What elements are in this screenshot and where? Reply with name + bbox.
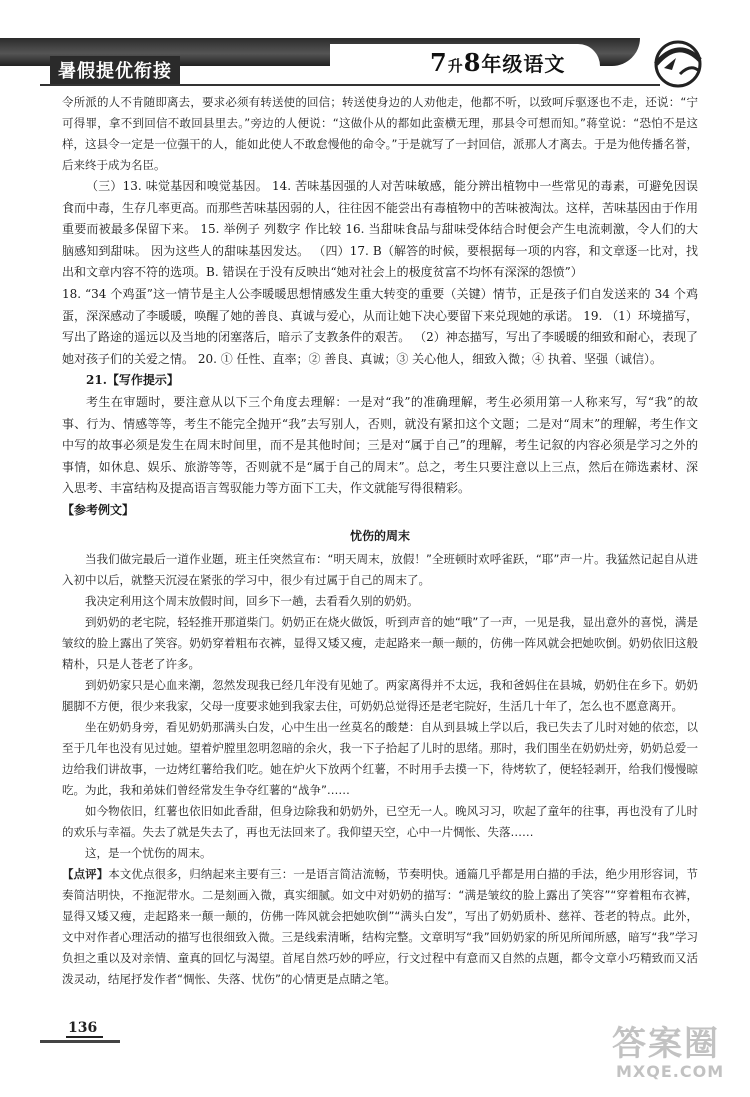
grade-subject-title: 7升8年级语文 (430, 48, 566, 77)
series-brand: 暑假提优衔接 (50, 56, 180, 84)
page-header (0, 0, 750, 92)
watermark (600, 1010, 740, 1090)
essay-paragraph: 如今物依旧，红薯也依旧如此香甜，但身边除我和奶奶外，已空无一人。晚风习习，吹起了童年的往事，再也没有了儿时的欢乐与幸福。失去了就是失去了，再也无法回来了。我仰望天空，心中一片惆怅、失落…… (62, 803, 698, 839)
essay-title: 忧伤的周末 (349, 528, 410, 543)
translation-paragraph: 令所派的人不肯随即离去，要求必须有转送使的回信；转送使身边的人劝他走，他都不听，以致呵斥驱逐也不走，还说：“宁可得罪，拿不到回信不敢回县里去。”旁边的人便说：“这做仆从的都如此蛮横无理，那县令可想而知。”蒋堂说：“恐怕不是这样，这县令一定是一位强干的人，能如此使人不敢怠慢他的命令。”于是就写了一封回信，派那人才离去。于是为他传播名誉，后来终于成为名臣。 (62, 95, 698, 172)
essay-paragraph: 这，是一个忧伤的周末。 (85, 845, 212, 860)
essay-paragraph: 到奶奶的老宅院，轻轻推开那道柴门。奶奶正在烧火做饭，听到声音的她“哦”了一声，一见是我，显出意外的喜悦，满是皱纹的脸上露出了笑容。奶奶穿着粗布衣裤，显得又矮又瘦，走起路来一颠一颠的，仿佛一阵风就会把她吹倒。奶奶依旧这般精朴，只是人苍老了许多。 (62, 614, 698, 671)
series-logo-icon (646, 34, 706, 90)
essay-paragraph: 到奶奶家只是心血来潮，忽然发现我已经几年没有见她了。两家离得并不太远，我和爸妈住在县城，奶奶住在乡下。奶奶腿脚不方便，很少来我家，父母一度要求她到我家去住，可奶奶总觉得还是老宅院好，生活几十年了，怎么也不愿意离开。 (62, 677, 698, 713)
watermark-text: 答案圈 (612, 1024, 720, 1064)
essay-paragraph: 坐在奶奶身旁，看见奶奶那满头白发，心中生出一丝莫名的酸楚：自从到县城上学以后，我已失去了儿时对她的依恋，以至于几年也没有见过她。望着炉膛里忽明忽暗的余火，我一下子拾起了儿时的思绪。那时，我们围坐在奶奶灶旁，奶奶总爱一边给我们讲故事，一边烤红薯给我们吃。她在炉火下放两个红薯，不时用手去摸一下，待烤软了，便轻轻剥开，给我们慢慢晾吃。为此，我和弟妹们曾经常发生争夺红薯的“战争”…… (62, 719, 698, 797)
answer-content (62, 92, 698, 990)
essay-paragraph: 我决定利用这个周末放假时间，回乡下一趟，去看看久别的奶奶。 (85, 593, 419, 608)
answers-18-20: 18. “34 个鸡蛋”这一情节是主人公李暖暖思想情感发生重大转变的重要（关键）情节，正是孩子们自发送来的 34 个鸡蛋，深深感动了李暖暖，唤醒了她的善良、真诚与爱心，从而让她下决心要留下来兑现她的承诺。 19. （1）环境描写，写出了路途的遥远以及当地的闭塞落后，暗示了支教条件的艰苦。 （2）神态描写，写出了李暖暖的细致和耐心，表现了她对孩子们的关爱之情。 20. ① 任性、直率；② 善良、真诚；③ 关心他人，细致入微；④ 执着、坚强（诚信）。 (62, 286, 698, 366)
comment-label: 【点评】 (62, 866, 109, 881)
header-rule (40, 84, 660, 86)
writing-tips-label: 21.【写作提示】 (86, 373, 179, 388)
comment-body: 本文优点很多，归纳起来主要有三：一是语言简洁流畅，节奏明快。通篇几乎都是用白描的手法，绝少用形容词，节奏简洁明快，不拖泥带水。二是刻画入微，真实细腻。如文中对奶奶的描写：“满是皱纹的脸上露出了笑容”“穿着粗布衣裤，显得又矮又瘦，走起路来一颠一颠的，仿佛一阵风就会把她吹倒”“满头白发”，写出了奶奶质朴、慈祥、苍老的特点。此外，文中对作者心理活动的描写也很细致入微。三是线索清晰，结构完整。文章明写“我”回奶奶家的所见所闻所感，暗写“我”学习负担之重以及对亲情、童真的回忆与渴望。首尾自然巧妙的呼应，行文过程中有意而又自然的点题，都令文章小巧精致而又活泼灵动，结尾抒发作者“惆怅、失落、忧伤”的心情更是点睛之笔。 (62, 866, 699, 986)
writing-tips-body: 考生在审题时，要注意从以下三个角度去理解：一是对“我”的准确理解，考生必须用第一人称来写，写“我”的故事、行为、情感等等，考生不能完全抛开“我”去写别人，否则，就没有紧扣这个文题；二是对“周末”的理解，考生作文中写的故事必须是发生在周末时间里，而不是其他时间；三是对“属于自己”的理解，考生记叙的内容必须是学习之外的事情，如休息、娱乐、旅游等等，否则就不是“属于自己的周末”。总之，考生只要注意以上三点，然后在筛选素材、深入思考、丰富结构及提高语言驾驭能力等方面下工夫，作文就能写得很精彩。 (62, 394, 698, 496)
watermark-url: MXQE.COM (616, 1062, 725, 1081)
comment-paragraph (62, 864, 698, 990)
page-number-underline (40, 1040, 120, 1043)
page-number: 136 (66, 1020, 103, 1038)
essay-paragraph: 当我们做完最后一道作业题，班主任突然宣布：“明天周末，放假！”全班顿时欢呼雀跃，“耶”声一片。我猛然记起自从进入初中以后，就整天沉浸在紧张的学习中，很少有过属于自己的周末了。 (62, 551, 698, 587)
answers-section-3-4: （三）13. 味觉基因和嗅觉基因。 14. 苦味基因强的人对苦味敏感，能分辨出植物中一些常见的毒素，可避免因误食而中毒，生存几率更高。而那些苦味基因弱的人，往往因不能尝出有毒植物中的苦味被淘汰。这样，苦味基因由于作用重要而被最多保留下来。 15. 举例子 列数字 作比较 16. 当甜味食品与甜味受体结合时便会产生电流刺激，令人们的大脑感知到甜味。 因为这些人的甜味基因发达。 （四）17. B（解答的时候，要根据每一项的内容，和文章逐一比对，找出和文章内容不符的选项。B. 错误在于没有反映出“她对社会上的极度贫富不均怀有深深的怨愤”） (62, 179, 699, 280)
sample-essay-label: 【参考例文】 (62, 502, 135, 517)
